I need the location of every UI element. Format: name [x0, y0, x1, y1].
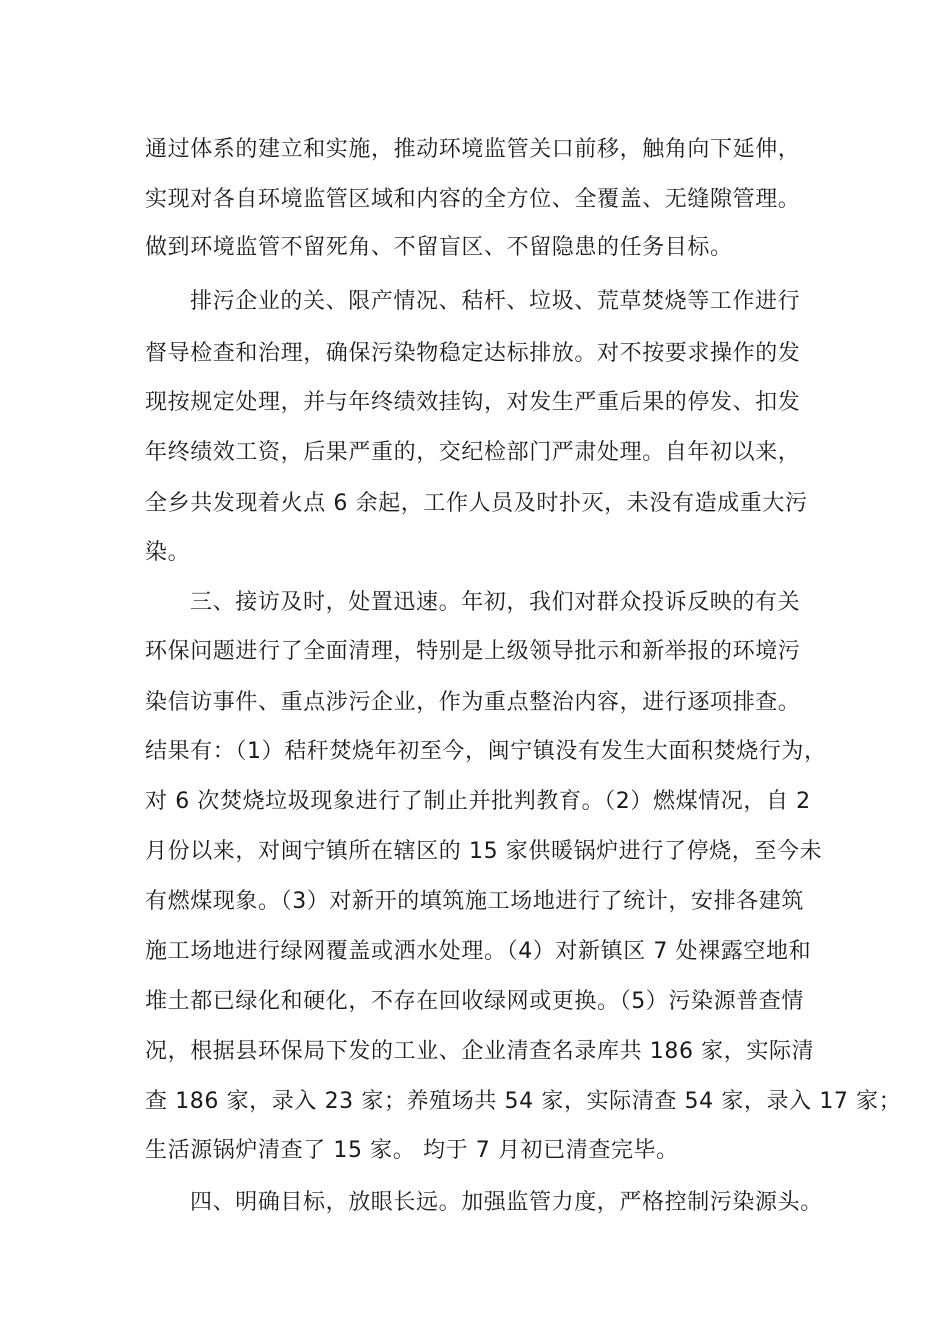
- text-line: 做到环境监管不留死角、不留盲区、不留隐患的任务目标。: [145, 235, 733, 260]
- text-line: 对 6 次焚烧垃圾现象进行了制止并批判教育。（2）燃煤情况，自 2: [145, 789, 811, 814]
- text-line: 督导检查和治理，确保污染物稳定达标排放。对不按要求操作的发: [145, 341, 801, 366]
- text-line: 月份以来，对闽宁镇所在辖区的 15 家供暖锅炉进行了停烧，至今未: [145, 839, 823, 864]
- paragraph-start-line: 排污企业的关、限产情况、秸杆、垃圾、荒草焚烧等工作进行: [190, 289, 801, 314]
- text-line: 现按规定处理，并与年终绩效挂钩，对发生严重后果的停发、扣发: [145, 390, 801, 415]
- text-line: 年终绩效工资，后果严重的，交纪检部门严肃处理。自年初以来，: [145, 440, 801, 465]
- text-line: 堆土都已绿化和硬化，不存在回收绿网或更换。（5）污染源普查情: [145, 989, 804, 1014]
- text-line: 查 186 家，录入 23 家；养殖场共 54 家，实际清查 54 家，录入 17 家；: [145, 1089, 902, 1114]
- text-line: 施工场地进行绿网覆盖或洒水处理。（4）对新镇区 7 处裸露空地和: [145, 939, 812, 964]
- text-line: 结果有：（1）秸秆焚烧年初至今，闽宁镇没有发生大面积焚烧行为，: [145, 739, 827, 764]
- text-line: 染信访事件、重点涉污企业，作为重点整治内容，进行逐项排查。: [145, 690, 801, 715]
- text-line: 环保问题进行了全面清理，特别是上级领导批示和新举报的环境污: [145, 639, 801, 664]
- text-line: 有燃煤现象。（3）对新开的填筑施工场地进行了统计，安排各建筑: [145, 889, 804, 914]
- section-heading-line: 四、明确目标，放眼长远。加强监管力度，严格控制污染源头。: [190, 1190, 823, 1215]
- text-line: 通过体系的建立和实施，推动环境监管关口前移，触角向下延伸，: [145, 137, 801, 162]
- text-line: 全乡共发现着火点 6 余起，工作人员及时扑灭，未没有造成重大污: [145, 491, 808, 516]
- text-line: 染。: [145, 540, 191, 565]
- text-line: 生活源锅炉清查了 15 家。 均于 7 月初已清查完毕。: [145, 1138, 679, 1163]
- text-line: 实现对各自环境监管区域和内容的全方位、全覆盖、无缝隙管理。: [145, 187, 801, 212]
- text-line: 况，根据县环保局下发的工业、企业清查名录库共 186 家，实际清: [145, 1039, 815, 1064]
- section-heading-line: 三、接访及时，处置迅速。年初，我们对群众投诉反映的有关: [190, 590, 801, 615]
